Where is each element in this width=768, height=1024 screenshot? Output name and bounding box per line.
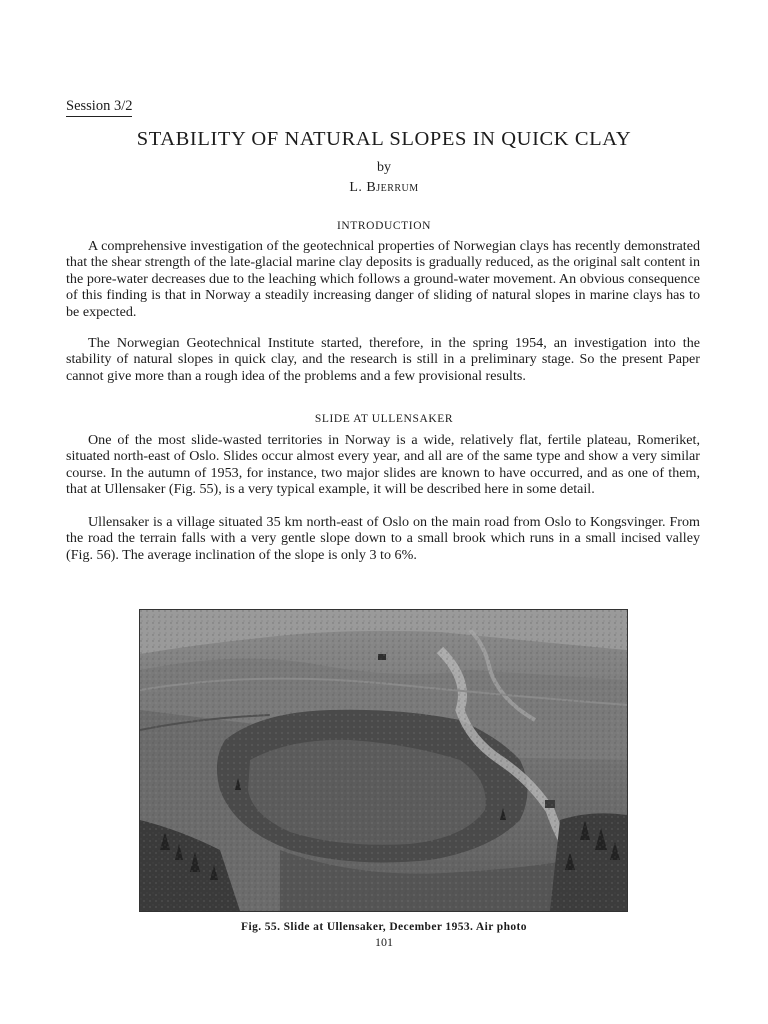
figure-caption: Fig. 55. Slide at Ullensaker, December 1953. Air photo xyxy=(241,921,527,933)
author-name: L. Bjerrum xyxy=(349,180,419,195)
aerial-photo-figure xyxy=(139,609,628,912)
page-number: 101 xyxy=(375,935,393,949)
paragraph: The Norwegian Geotechnical Institute started, therefore, in the spring 1954, an investigation into the stability of natural slopes in quick clay, and the research is still in a preliminary stage. So the present Paper cannot give more than a rough idea of the problems and a few provisional results. xyxy=(66,335,700,384)
byline: by xyxy=(377,160,391,175)
paragraph: A comprehensive investigation of the geotechnical properties of Norwegian clays has recently demonstrated that the shear strength of the late-glacial marine clay deposits is gradually reduced, as the original salt content in the pore-water decreases due to the leaching which follows a ground-water movement. An obvious consequence of this finding is that in Norway a steadily increasing danger of sliding of natural slopes in marine clays has to be expected. xyxy=(66,238,700,320)
section-heading-slide-at-ullensaker: SLIDE AT ULLENSAKER xyxy=(314,413,454,425)
section-heading-introduction: INTRODUCTION xyxy=(336,220,432,232)
session-label: Session 3/2 xyxy=(66,98,132,117)
paragraph: Ullensaker is a village situated 35 km north-east of Oslo on the main road from Oslo to Kongsvinger. From the road the terrain falls with a very gentle slope down to a small brook which runs in a small incised valley (Fig. 56). The average inclination of the slope is only 3 to 6%. xyxy=(66,514,700,563)
paragraph: One of the most slide-wasted territories in Norway is a wide, relatively flat, fertile plateau, Romeriket, situated north-east of Oslo. Slides occur almost every year, and all are of the same type and show a very similar course. In the autumn of 1953, for instance, two major slides are known to have occurred, and as one of them, that at Ullensaker (Fig. 55), is a very typical example, it will be described here in some detail. xyxy=(66,432,700,498)
paper-title: STABILITY OF NATURAL SLOPES IN QUICK CLAY xyxy=(136,128,632,150)
